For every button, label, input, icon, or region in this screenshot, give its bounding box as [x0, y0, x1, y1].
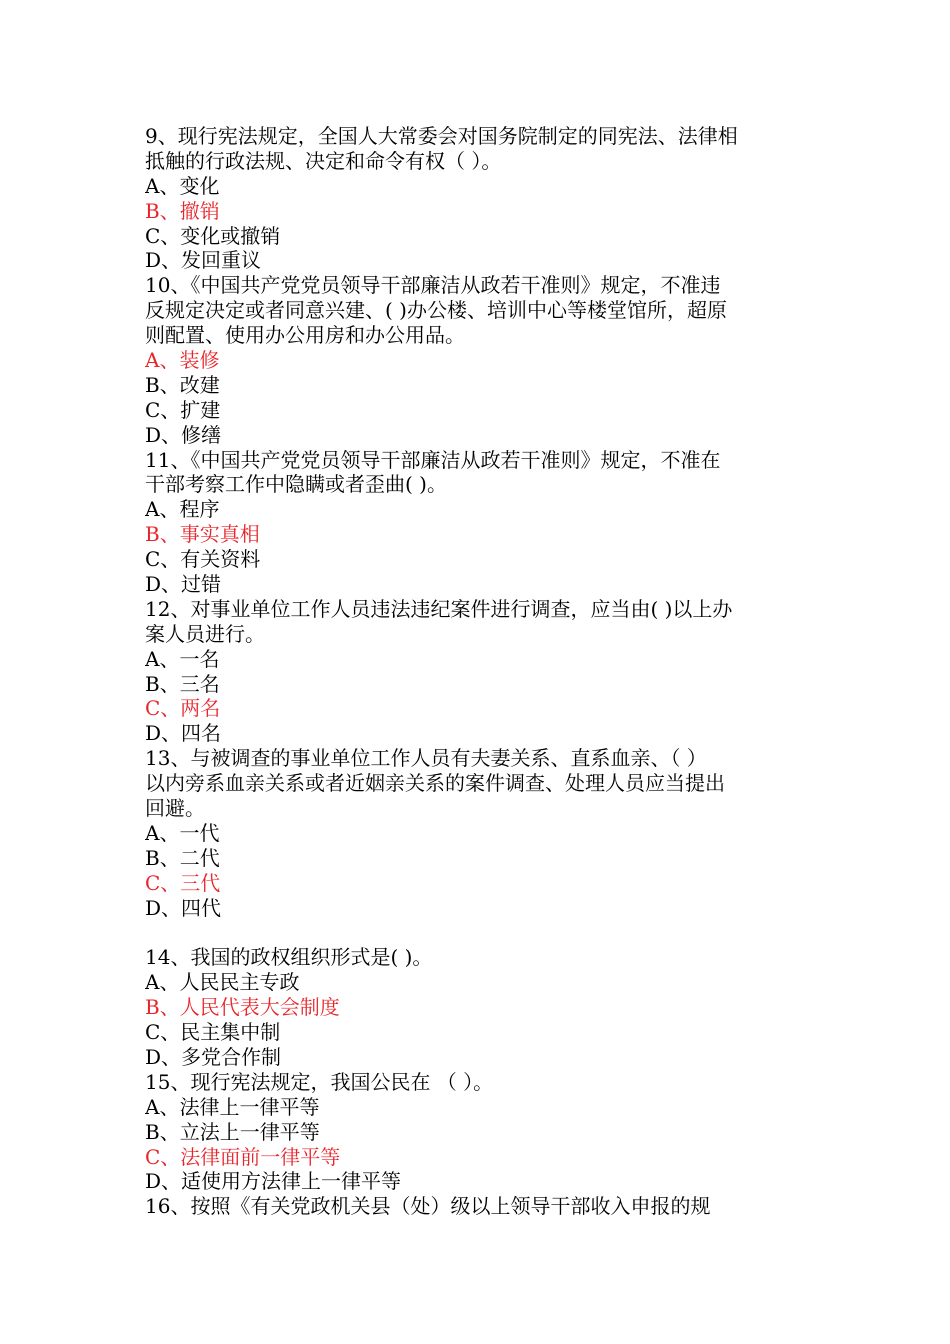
question-text: 14、我国的政权组织形式是( )。 — [145, 945, 433, 970]
option-c: C、扩建 — [145, 397, 221, 422]
option-a: A、程序 — [145, 497, 220, 522]
question-text: 11、《中国共产党党员领导干部廉洁从政若干准则》规定，不准在 — [145, 447, 721, 472]
document-page — [145, 124, 807, 1219]
question-11 — [145, 448, 807, 597]
option-b: B、改建 — [145, 372, 220, 397]
question-9 — [145, 124, 807, 273]
blank-line — [145, 921, 807, 946]
question-13 — [145, 746, 807, 920]
option-a: A、一代 — [145, 820, 220, 845]
question-text: 回避。 — [145, 796, 205, 821]
question-text: 反规定决定或者同意兴建、( )办公楼、培训中心等楼堂馆所，超原 — [145, 298, 727, 323]
question-text: 12、对事业单位工作人员违法违纪案件进行调查，应当由( )以上办 — [145, 596, 733, 621]
option-d: D、四名 — [145, 721, 222, 746]
option-a: A、人民民主专政 — [145, 970, 300, 995]
question-15 — [145, 1070, 807, 1194]
question-text: 10、《中国共产党党员领导干部廉洁从政若干准则》规定，不准违 — [145, 273, 721, 298]
option-c-correct: C、两名 — [145, 696, 221, 721]
question-text: 则配置、使用办公用房和办公用品。 — [145, 323, 465, 348]
question-text: 16、按照《有关党政机关县（处）级以上领导干部收入申报的规 — [145, 1194, 711, 1219]
option-b-correct: B、撤销 — [145, 198, 220, 223]
question-text: 抵触的行政法规、决定和命令有权（ ）。 — [145, 148, 502, 173]
option-d: D、修缮 — [145, 422, 222, 447]
question-text: 13、与被调查的事业单位工作人员有夫妻关系、直系血亲、（ ） — [145, 746, 707, 771]
option-a: A、法律上一律平等 — [145, 1094, 320, 1119]
question-text: 案人员进行。 — [145, 621, 265, 646]
option-d: D、过错 — [145, 572, 222, 597]
question-12 — [145, 597, 807, 746]
question-16 — [145, 1194, 807, 1219]
question-text: 9、现行宪法规定，全国人大常委会对国务院制定的同宪法、法律相 — [145, 124, 738, 148]
option-b: B、三名 — [145, 671, 220, 696]
option-a: A、变化 — [145, 173, 220, 198]
option-b-correct: B、事实真相 — [145, 522, 260, 547]
question-text: 以内旁系血亲关系或者近姻亲关系的案件调查、处理人员应当提出 — [145, 771, 725, 796]
option-a-correct: A、装修 — [145, 348, 220, 373]
option-c: C、变化或撤销 — [145, 223, 281, 248]
option-b: B、二代 — [145, 845, 220, 870]
option-c-correct: C、三代 — [145, 870, 221, 895]
option-b-correct: B、人民代表大会制度 — [145, 995, 340, 1020]
question-text: 15、现行宪法规定，我国公民在 （ ）。 — [145, 1069, 494, 1094]
option-d: D、适使用方法律上一律平等 — [145, 1169, 402, 1194]
option-c-correct: C、法律面前一律平等 — [145, 1144, 341, 1169]
question-14 — [145, 945, 807, 1069]
option-c: C、民主集中制 — [145, 1020, 281, 1045]
option-a: A、一名 — [145, 646, 220, 671]
option-d: D、多党合作制 — [145, 1044, 282, 1069]
question-10 — [145, 273, 807, 447]
option-d: D、发回重议 — [145, 248, 262, 273]
question-text: 干部考察工作中隐瞒或者歪曲( )。 — [145, 472, 447, 497]
option-d: D、四代 — [145, 895, 222, 920]
option-c: C、有关资料 — [145, 547, 261, 572]
option-b: B、立法上一律平等 — [145, 1119, 320, 1144]
